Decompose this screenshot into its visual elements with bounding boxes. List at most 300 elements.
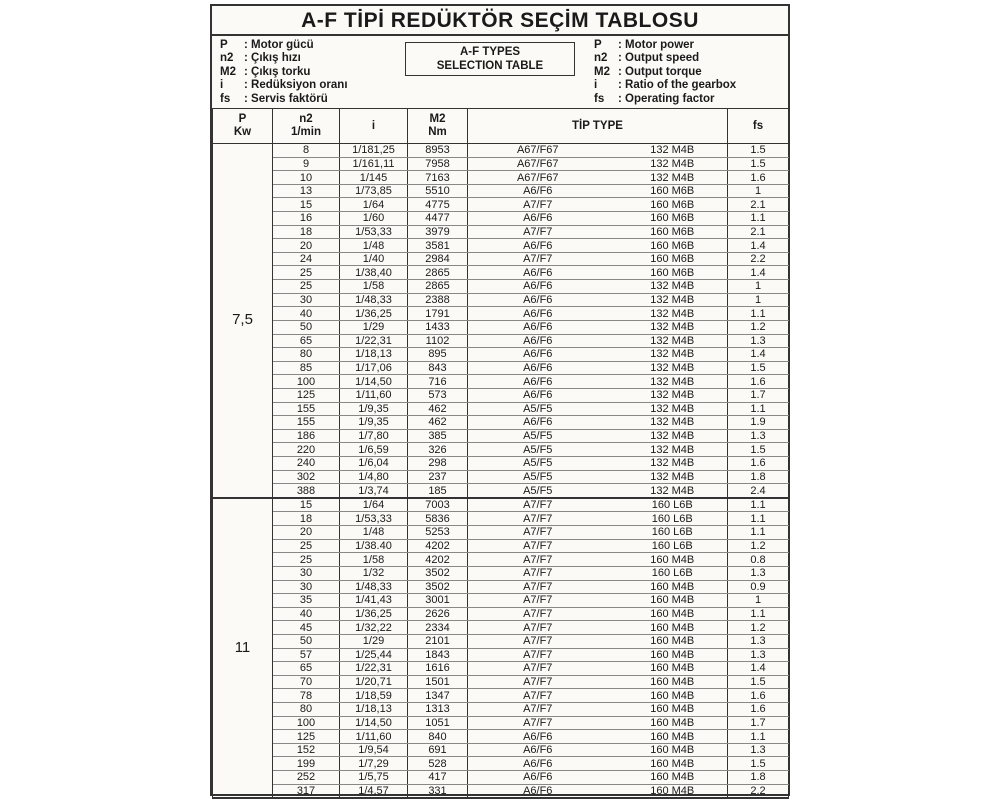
gearbox-type: A7/F7 xyxy=(523,703,553,716)
torque-cell: 8953 xyxy=(408,144,468,158)
motor-type: 132 M4B xyxy=(650,321,695,334)
legend-key: n2 xyxy=(220,52,234,65)
table-row xyxy=(213,594,789,608)
legend-item xyxy=(220,79,400,92)
gearbox-type: A5/F5 xyxy=(523,484,553,497)
type-cell xyxy=(468,375,728,389)
torque-cell: 528 xyxy=(408,757,468,771)
type-cell xyxy=(468,252,728,266)
motor-type: 160 M4B xyxy=(650,662,695,675)
fs-cell: 1.5 xyxy=(728,675,789,689)
type-cell xyxy=(468,239,728,253)
torque-cell: 4775 xyxy=(408,198,468,212)
legend-item xyxy=(594,39,784,52)
gearbox-type: A6/F6 xyxy=(523,266,553,279)
fs-cell: 1.1 xyxy=(728,307,789,321)
speed-cell: 20 xyxy=(273,526,340,540)
gearbox-type: A6/F6 xyxy=(523,348,553,361)
ratio-cell: 1/48 xyxy=(340,526,408,540)
gearbox-type: A6/F6 xyxy=(523,307,553,320)
ratio-cell: 1/22,31 xyxy=(340,662,408,676)
legend-key: i xyxy=(594,79,598,92)
torque-cell: 2865 xyxy=(408,266,468,280)
type-cell xyxy=(468,320,728,334)
selection-table xyxy=(212,108,789,799)
motor-type: 132 M4B xyxy=(650,430,695,443)
table-row xyxy=(213,320,789,334)
gearbox-type: A7/F7 xyxy=(523,621,553,634)
table-row xyxy=(213,375,789,389)
ratio-cell: 1/7,80 xyxy=(340,429,408,443)
header-speed-unit: 1/min xyxy=(290,126,322,138)
ratio-cell: 1/48,33 xyxy=(340,293,408,307)
type-cell xyxy=(468,443,728,457)
legend-desc: : Redüksiyon oranı xyxy=(244,79,348,92)
fs-cell: 1 xyxy=(728,184,789,198)
legend-desc: : Operating factor xyxy=(618,92,715,105)
ratio-cell: 1/18,13 xyxy=(340,702,408,716)
ratio-cell: 1/38,40 xyxy=(340,266,408,280)
types-line-1: A-F TYPES xyxy=(459,46,521,58)
ratio-cell: 1/181,25 xyxy=(340,144,408,158)
ratio-cell: 1/53,33 xyxy=(340,225,408,239)
ratio-cell: 1/11,60 xyxy=(340,388,408,402)
table-row xyxy=(213,212,789,226)
torque-cell: 2984 xyxy=(408,252,468,266)
legend-desc: : Motor gücü xyxy=(244,39,314,51)
speed-cell: 70 xyxy=(273,675,340,689)
torque-cell: 4202 xyxy=(408,539,468,553)
type-cell xyxy=(468,771,728,785)
legend-turkish xyxy=(220,36,400,108)
table-row xyxy=(213,634,789,648)
torque-cell: 185 xyxy=(408,484,468,498)
fs-cell: 1.5 xyxy=(728,361,789,375)
ratio-cell: 1/29 xyxy=(340,634,408,648)
gearbox-type: A7/F7 xyxy=(523,676,553,689)
fs-cell: 1.5 xyxy=(728,757,789,771)
speed-cell: 100 xyxy=(273,716,340,730)
header-speed xyxy=(273,109,340,144)
legend-desc: : Ratio of the gearbox xyxy=(618,79,737,92)
type-cell xyxy=(468,225,728,239)
fs-cell: 1 xyxy=(728,293,789,307)
speed-cell: 13 xyxy=(273,184,340,198)
type-cell xyxy=(468,171,728,185)
motor-type: 160 M4B xyxy=(650,744,695,757)
motor-type: 160 M4B xyxy=(650,594,695,607)
motor-type: 160 M4B xyxy=(650,716,695,729)
fs-cell: 1.8 xyxy=(728,771,789,785)
torque-cell: 385 xyxy=(408,429,468,443)
ratio-cell: 1/18,59 xyxy=(340,689,408,703)
gearbox-type: A7/F7 xyxy=(523,198,553,211)
ratio-cell: 1/161,11 xyxy=(340,157,408,171)
table-row xyxy=(213,566,789,580)
speed-cell: 15 xyxy=(273,498,340,512)
fs-cell: 2.2 xyxy=(728,252,789,266)
fs-cell: 1.6 xyxy=(728,702,789,716)
ratio-cell: 1/145 xyxy=(340,171,408,185)
table-row xyxy=(213,771,789,785)
torque-cell: 462 xyxy=(408,416,468,430)
motor-type: 160 L6B xyxy=(651,567,693,580)
table-row xyxy=(213,157,789,171)
table-row xyxy=(213,743,789,757)
type-cell xyxy=(468,280,728,294)
ratio-cell: 1/32 xyxy=(340,566,408,580)
table-row xyxy=(213,553,789,567)
fs-cell: 1.7 xyxy=(728,716,789,730)
speed-cell: 9 xyxy=(273,157,340,171)
ratio-cell: 1/9,54 xyxy=(340,743,408,757)
ratio-cell: 1/32,22 xyxy=(340,621,408,635)
motor-type: 160 M6B xyxy=(650,253,695,266)
speed-cell: 100 xyxy=(273,375,340,389)
speed-cell: 25 xyxy=(273,553,340,567)
table-row xyxy=(213,388,789,402)
motor-type: 132 M4B xyxy=(650,362,695,375)
torque-cell: 843 xyxy=(408,361,468,375)
speed-cell: 155 xyxy=(273,416,340,430)
power-cell: 11 xyxy=(213,498,273,798)
type-cell xyxy=(468,566,728,580)
table-row xyxy=(213,361,789,375)
speed-cell: 10 xyxy=(273,171,340,185)
legend-item xyxy=(594,93,784,106)
legend-key: fs xyxy=(220,92,231,105)
speed-cell: 317 xyxy=(273,784,340,798)
motor-type: 160 M4B xyxy=(650,757,695,770)
motor-type: 160 M4B xyxy=(650,608,695,621)
torque-cell: 3502 xyxy=(408,566,468,580)
type-cell xyxy=(468,266,728,280)
header-power-unit: Kw xyxy=(233,126,252,138)
speed-cell: 252 xyxy=(273,771,340,785)
type-cell xyxy=(468,457,728,471)
gearbox-type: A6/F6 xyxy=(523,389,553,402)
gearbox-type: A6/F6 xyxy=(523,362,553,375)
fs-cell: 1.3 xyxy=(728,634,789,648)
ratio-cell: 1/60 xyxy=(340,212,408,226)
ratio-cell: 1/5,75 xyxy=(340,771,408,785)
ratio-cell: 1/9,35 xyxy=(340,416,408,430)
speed-cell: 65 xyxy=(273,334,340,348)
torque-cell: 1501 xyxy=(408,675,468,689)
table-row xyxy=(213,239,789,253)
table-row xyxy=(213,580,789,594)
type-cell xyxy=(468,498,728,512)
header-power xyxy=(213,109,273,144)
motor-type: 160 L6B xyxy=(651,526,693,539)
speed-cell: 25 xyxy=(273,539,340,553)
ratio-cell: 1/29 xyxy=(340,320,408,334)
motor-type: 160 M4B xyxy=(650,553,695,566)
ratio-cell: 1/73,85 xyxy=(340,184,408,198)
ratio-cell: 1/64 xyxy=(340,498,408,512)
type-cell xyxy=(468,580,728,594)
torque-cell: 5510 xyxy=(408,184,468,198)
speed-cell: 125 xyxy=(273,730,340,744)
torque-cell: 7003 xyxy=(408,498,468,512)
fs-cell: 1.1 xyxy=(728,402,789,416)
fs-cell: 2.2 xyxy=(728,784,789,798)
type-cell xyxy=(468,757,728,771)
type-cell xyxy=(468,470,728,484)
table-row xyxy=(213,348,789,362)
legend-item xyxy=(594,52,784,65)
fs-cell: 0.9 xyxy=(728,580,789,594)
legend-desc: : Output speed xyxy=(618,52,700,65)
ratio-cell: 1/58 xyxy=(340,553,408,567)
fs-cell: 1.4 xyxy=(728,266,789,280)
gearbox-type: A6/F6 xyxy=(523,375,553,388)
table-row xyxy=(213,225,789,239)
table-row xyxy=(213,675,789,689)
gearbox-type: A5/F5 xyxy=(523,443,553,456)
table-header-row xyxy=(213,109,789,144)
speed-cell: 30 xyxy=(273,293,340,307)
motor-type: 160 L6B xyxy=(651,512,693,525)
legend-key: P xyxy=(594,39,602,51)
motor-type: 132 M4B xyxy=(650,484,695,497)
fs-cell: 1.4 xyxy=(728,348,789,362)
gearbox-type: A6/F6 xyxy=(523,321,553,334)
motor-type: 132 M4B xyxy=(650,171,695,184)
torque-cell: 417 xyxy=(408,771,468,785)
motor-type: 160 M4B xyxy=(650,676,695,689)
motor-type: 132 M4B xyxy=(650,334,695,347)
speed-cell: 15 xyxy=(273,198,340,212)
motor-type: 132 M4B xyxy=(650,157,695,170)
legend-desc: : Output torque xyxy=(618,65,702,78)
table-row xyxy=(213,484,789,498)
table-row xyxy=(213,416,789,430)
gearbox-type: A7/F7 xyxy=(523,553,553,566)
torque-cell: 1051 xyxy=(408,716,468,730)
torque-cell: 2626 xyxy=(408,607,468,621)
torque-cell: 331 xyxy=(408,784,468,798)
torque-cell: 2865 xyxy=(408,280,468,294)
table-row xyxy=(213,730,789,744)
speed-cell: 155 xyxy=(273,402,340,416)
legend-item xyxy=(594,66,784,79)
gearbox-type: A7/F7 xyxy=(523,662,553,675)
speed-cell: 18 xyxy=(273,512,340,526)
header-speed-symbol: n2 xyxy=(299,113,313,125)
table-row xyxy=(213,144,789,158)
ratio-cell: 1/6,59 xyxy=(340,443,408,457)
gearbox-type: A6/F6 xyxy=(523,730,553,743)
gearbox-type: A7/F7 xyxy=(523,512,553,525)
legend-key: i xyxy=(220,79,224,92)
type-cell xyxy=(468,526,728,540)
motor-type: 160 M4B xyxy=(650,784,695,797)
speed-cell: 220 xyxy=(273,443,340,457)
speed-cell: 50 xyxy=(273,634,340,648)
torque-cell: 1616 xyxy=(408,662,468,676)
ratio-cell: 1/64 xyxy=(340,198,408,212)
gearbox-type: A7/F7 xyxy=(523,580,553,593)
motor-type: 132 M4B xyxy=(650,348,695,361)
gearbox-type: A67/F67 xyxy=(516,157,559,170)
fs-cell: 1.1 xyxy=(728,607,789,621)
type-cell xyxy=(468,388,728,402)
table-row xyxy=(213,307,789,321)
motor-type: 160 L6B xyxy=(651,539,693,552)
speed-cell: 40 xyxy=(273,607,340,621)
speed-cell: 85 xyxy=(273,361,340,375)
speed-cell: 50 xyxy=(273,320,340,334)
speed-cell: 80 xyxy=(273,702,340,716)
speed-cell: 240 xyxy=(273,457,340,471)
table-row xyxy=(213,512,789,526)
torque-cell: 4202 xyxy=(408,553,468,567)
torque-cell: 1102 xyxy=(408,334,468,348)
gearbox-type: A6/F6 xyxy=(523,334,553,347)
ratio-cell: 1/4,57 xyxy=(340,784,408,798)
fs-cell: 2.4 xyxy=(728,484,789,498)
torque-cell: 5253 xyxy=(408,526,468,540)
gearbox-type: A7/F7 xyxy=(523,716,553,729)
torque-cell: 5836 xyxy=(408,512,468,526)
gearbox-type: A6/F6 xyxy=(523,294,553,306)
table-row xyxy=(213,498,789,512)
header-type: TİP TYPE xyxy=(468,109,728,144)
gearbox-type: A7/F7 xyxy=(523,648,553,661)
table-row xyxy=(213,443,789,457)
table-row xyxy=(213,402,789,416)
page-title: A-F TİPİ REDÜKTÖR SEÇİM TABLOSU xyxy=(212,6,788,36)
gearbox-type: A6/F6 xyxy=(523,771,553,784)
torque-cell: 691 xyxy=(408,743,468,757)
ratio-cell: 1/48 xyxy=(340,239,408,253)
ratio-cell: 1/6,04 xyxy=(340,457,408,471)
legend-desc: : Çıkış torku xyxy=(244,65,311,78)
type-cell xyxy=(468,716,728,730)
legend-desc: : Çıkış hızı xyxy=(244,52,301,65)
type-cell xyxy=(468,348,728,362)
legend-desc: : Servis faktörü xyxy=(244,92,328,105)
fs-cell: 1.6 xyxy=(728,689,789,703)
motor-type: 132 M4B xyxy=(650,375,695,388)
type-cell xyxy=(468,621,728,635)
type-cell xyxy=(468,184,728,198)
gearbox-type: A67/F67 xyxy=(516,144,559,157)
table-row xyxy=(213,470,789,484)
speed-cell: 24 xyxy=(273,252,340,266)
gearbox-type: A7/F7 xyxy=(523,594,553,607)
gearbox-type: A5/F5 xyxy=(523,402,553,415)
motor-type: 132 M4B xyxy=(650,443,695,456)
gearbox-type: A5/F5 xyxy=(523,457,553,470)
ratio-cell: 1/11,60 xyxy=(340,730,408,744)
legend-key: P xyxy=(220,39,228,51)
header-ratio: i xyxy=(340,109,408,144)
motor-type: 132 M4B xyxy=(650,144,695,157)
gearbox-type: A7/F7 xyxy=(523,567,553,580)
ratio-cell: 1/53,33 xyxy=(340,512,408,526)
torque-cell: 237 xyxy=(408,470,468,484)
gearbox-type: A6/F6 xyxy=(523,757,553,770)
table-row xyxy=(213,539,789,553)
type-cell xyxy=(468,212,728,226)
motor-type: 160 M6B xyxy=(650,239,695,252)
motor-type: 132 M4B xyxy=(650,402,695,415)
motor-type: 132 M4B xyxy=(650,457,695,470)
speed-cell: 30 xyxy=(273,580,340,594)
table-row xyxy=(213,607,789,621)
fs-cell: 1.8 xyxy=(728,470,789,484)
fs-cell: 1.2 xyxy=(728,539,789,553)
legend-item xyxy=(220,39,400,52)
torque-cell: 1843 xyxy=(408,648,468,662)
fs-cell: 1.1 xyxy=(728,730,789,744)
motor-type: 132 M4B xyxy=(650,280,695,293)
type-cell xyxy=(468,743,728,757)
torque-cell: 326 xyxy=(408,443,468,457)
speed-cell: 45 xyxy=(273,621,340,635)
ratio-cell: 1/40 xyxy=(340,252,408,266)
type-cell xyxy=(468,484,728,498)
type-cell xyxy=(468,144,728,158)
speed-cell: 35 xyxy=(273,594,340,608)
type-cell xyxy=(468,361,728,375)
motor-type: 160 M4B xyxy=(650,648,695,661)
speed-cell: 80 xyxy=(273,348,340,362)
type-cell xyxy=(468,702,728,716)
fs-cell: 1.3 xyxy=(728,334,789,348)
table-row xyxy=(213,171,789,185)
type-cell xyxy=(468,402,728,416)
motor-type: 160 M4B xyxy=(650,580,695,593)
fs-cell: 1.1 xyxy=(728,512,789,526)
speed-cell: 388 xyxy=(273,484,340,498)
fs-cell: 1.5 xyxy=(728,157,789,171)
gearbox-type: A6/F6 xyxy=(523,212,553,225)
ratio-cell: 1/38.40 xyxy=(340,539,408,553)
type-cell xyxy=(468,675,728,689)
fs-cell: 1.4 xyxy=(728,239,789,253)
fs-cell: 1.2 xyxy=(728,320,789,334)
type-cell xyxy=(468,416,728,430)
type-cell xyxy=(468,157,728,171)
header-torque xyxy=(408,109,468,144)
gearbox-type: A5/F5 xyxy=(523,430,553,443)
speed-cell: 30 xyxy=(273,566,340,580)
legend-english xyxy=(594,36,784,108)
fs-cell: 0.8 xyxy=(728,553,789,567)
legend-item xyxy=(220,52,400,65)
torque-cell: 840 xyxy=(408,730,468,744)
table-row xyxy=(213,784,789,798)
power-cell: 7,5 xyxy=(213,144,273,498)
table-row xyxy=(213,293,789,307)
gearbox-type: A6/F6 xyxy=(523,280,553,293)
type-cell xyxy=(468,198,728,212)
ratio-cell: 1/14,50 xyxy=(340,375,408,389)
speed-cell: 16 xyxy=(273,212,340,226)
torque-cell: 573 xyxy=(408,388,468,402)
torque-cell: 1791 xyxy=(408,307,468,321)
gearbox-type: A67/F67 xyxy=(516,171,559,184)
gearbox-type: A7/F7 xyxy=(523,689,553,702)
torque-cell: 2334 xyxy=(408,621,468,635)
gearbox-type: A6/F6 xyxy=(523,185,553,198)
motor-type: 160 M4B xyxy=(650,621,695,634)
gearbox-type: A6/F6 xyxy=(523,416,553,429)
torque-cell: 462 xyxy=(408,402,468,416)
